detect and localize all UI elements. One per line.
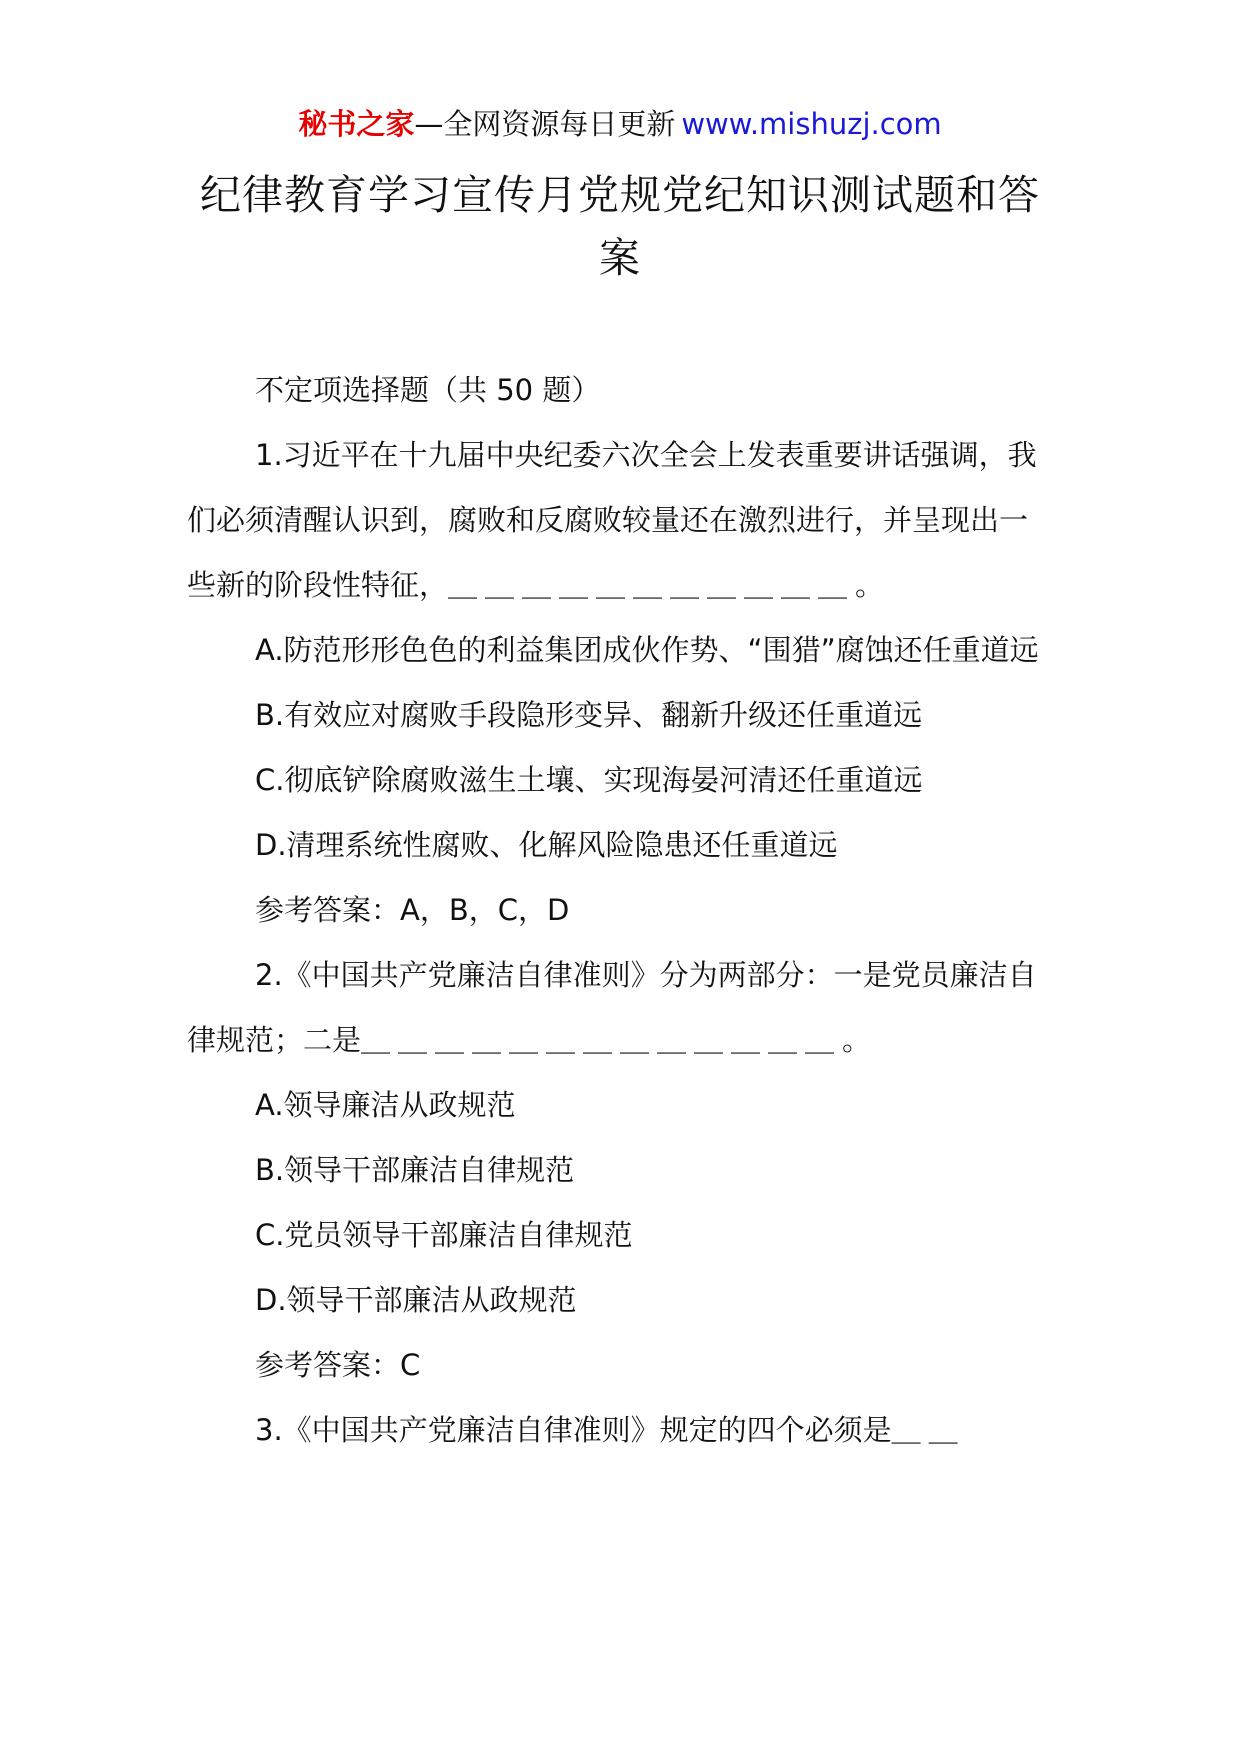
option-a: A.防范形形色色的利益集团成伙作势、“围猎”腐蚀还任重道远	[255, 633, 1039, 667]
question-text: 3.《中国共产党廉洁自律准则》规定的四个必须是	[255, 1413, 892, 1447]
question-text: 2.《中国共产党廉洁自律准则》分为两部分：一是党员廉洁自律规范；二是	[187, 958, 1037, 1057]
question-stem	[187, 423, 1053, 618]
section-heading: 不定项选择题（共 50 题）	[255, 373, 601, 407]
document-title: 纪律教育学习宣传月党规党纪知识测试题和答案	[200, 171, 1040, 282]
option-c: C.彻底铲除腐败滋生土壤、实现海晏河清还任重道远	[255, 763, 923, 797]
option-a: A.领导廉洁从政规范	[255, 1088, 516, 1122]
question-stem	[187, 1398, 1053, 1463]
header-banner	[0, 104, 1240, 144]
question-stem	[187, 943, 1053, 1073]
option-c: C.党员领导干部廉洁自律规范	[255, 1218, 633, 1252]
document-body	[187, 358, 1053, 1463]
answer-blank: ＿＿＿＿＿＿＿＿＿＿＿	[448, 568, 856, 602]
header-slogan: —全网资源每日更新	[414, 107, 676, 141]
option-b: B.有效应对腐败手段隐形变异、翻新升级还任重道远	[255, 698, 923, 732]
question-end: 。	[842, 1023, 872, 1057]
option-b: B.领导干部廉洁自律规范	[255, 1153, 575, 1187]
reference-answer: 参考答案：A，B，C，D	[255, 893, 570, 927]
reference-answer: 参考答案：C	[255, 1348, 421, 1382]
answer-blank: ＿＿＿＿＿＿＿＿＿＿＿＿＿	[361, 1023, 843, 1057]
site-link[interactable]: www.mishuzj.com	[681, 107, 942, 141]
answer-blank: ＿＿	[891, 1413, 966, 1447]
brand-name: 秘书之家	[298, 107, 415, 141]
question-end: 。	[855, 568, 885, 602]
option-d: D.清理系统性腐败、化解风险隐患还任重道远	[255, 828, 838, 862]
option-d: D.领导干部廉洁从政规范	[255, 1283, 577, 1317]
question-text: 1.习近平在十九届中央纪委六次全会上发表重要讲话强调，我们必须清醒认识到，腐败和反腐败较量还在激烈进行，并呈现出一些新的阶段性特征，	[187, 438, 1037, 602]
